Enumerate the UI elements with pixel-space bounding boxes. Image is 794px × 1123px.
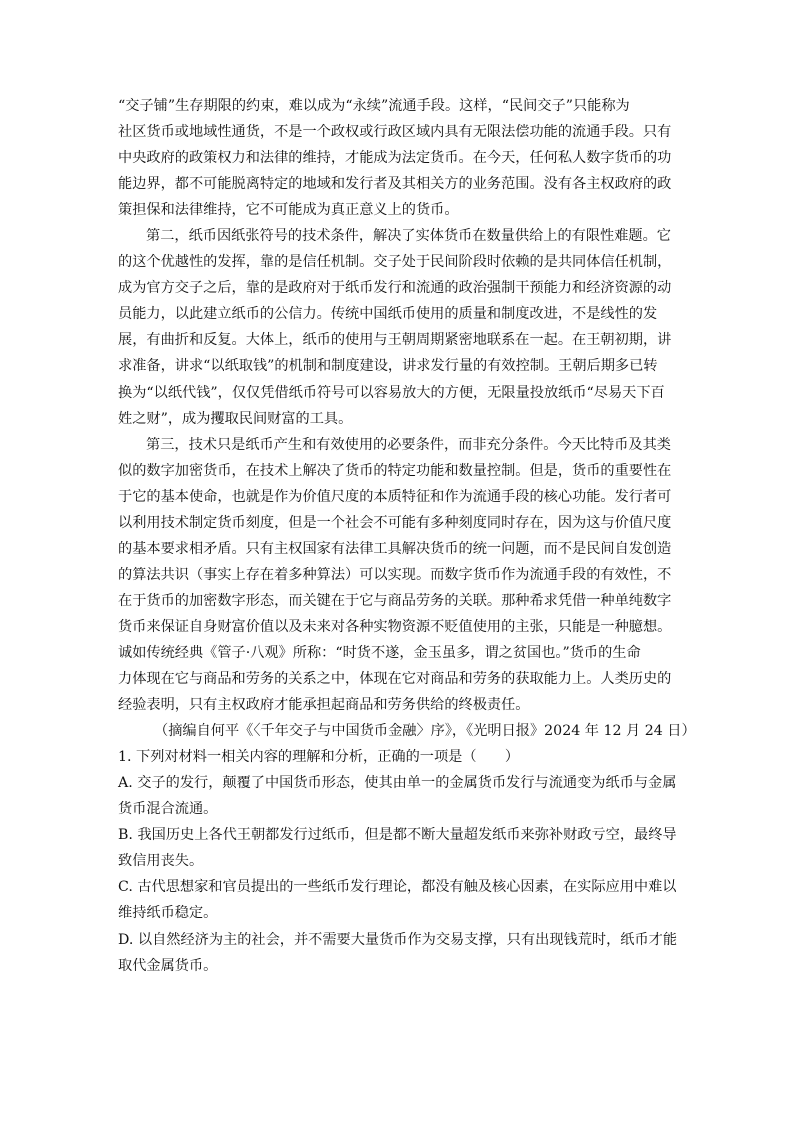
- paragraph-1: [118, 93, 678, 223]
- option-c: [118, 874, 678, 926]
- option-line: A. 交子的发行，颠覆了中国货币形态，使其由单一的金属货币发行与流通变为纸币与金属: [118, 775, 677, 792]
- text-line: 诚如传统经典《管子·八观》所称：“时货不遂，金玉虽多，谓之贫国也。”货币的生命: [118, 644, 641, 661]
- option-line: 货币混合流通。: [118, 801, 218, 818]
- text-line: 的算法共识（事实上存在着多种算法）可以实现。而数字货币作为流通手段的有效性，不: [118, 566, 672, 583]
- text-line: 于它的基本使命，也就是作为价值尺度的本质特征和作为流通手段的核心功能。发行者可: [118, 488, 672, 505]
- text-line: 求准备，讲求“以纸取钱”的机制和制度建设，讲求发行量的有效控制。王朝后期多已转: [118, 358, 658, 375]
- text-line: 似的数字加密货币，在技术上解决了货币的特定功能和数量控制。但是，货币的重要性在: [118, 462, 672, 479]
- source-citation: （摘编自何平《〈千年交子与中国货币金融〉序》，《光明日报》2024 年 12 月 24 日）: [154, 723, 696, 740]
- text-line: 中央政府的政策权力和法律的维持，才能成为法定货币。在今天，任何私人数字货币的功: [118, 150, 672, 167]
- text-line: 货币来保证自身财富价值以及未来对各种实物资源不贬值使用的主张，只能是一种臆想。: [118, 618, 672, 635]
- text-line: 姓之财”，成为攫取民间财富的工具。: [118, 410, 353, 427]
- text-line: 的基本要求相矛盾。只有主权国家有法律工具解决货币的统一问题，而不是民间自发创造: [118, 540, 672, 557]
- text-line: 在于货币的加密数字形态，而关键在于它与商品劳务的关联。那种希求凭借一种单纯数字: [118, 592, 672, 609]
- question-block: [118, 744, 678, 978]
- text-line: 经验表明，只有主权政府才能承担起商品和劳务供给的终极责任。: [118, 697, 530, 714]
- text-line: 展，有曲折和反复。大体上，纸币的使用与王朝周期紧密地联系在一起。在王朝初期，讲: [118, 332, 672, 349]
- option-line: 致信用丧失。: [118, 853, 204, 870]
- text-line: 成为官方交子之后，靠的是政府对于纸币发行和流通的政治强制干预能力和经济资源的动: [118, 280, 672, 297]
- option-a: [118, 770, 678, 822]
- question-stem: 1. 下列对材料一相关内容的理解和分析，正确的一项是（ ）: [118, 749, 520, 766]
- option-line: C. 古代思想家和官员提出的一些纸币发行理论，都没有触及核心因素，在实际应用中难以: [118, 879, 677, 896]
- text-line: 社区货币或地域性通货，不是一个政权或行政区域内具有无限法偿功能的流通手段。只有: [118, 124, 672, 141]
- paragraph-3: [118, 432, 678, 719]
- paragraph-2: [118, 223, 678, 431]
- option-d: [118, 927, 678, 979]
- option-b: [118, 822, 678, 874]
- text-line: 力体现在它与商品和劳务的关系之中，体现在它对商品和劳务的获取能力上。人类历史的: [118, 671, 672, 688]
- text-line: 员能力，以此建立纸币的公信力。传统中国纸币使用的质量和制度改进，不是线性的发: [118, 306, 658, 323]
- option-line: B. 我国历史上各代王朝都发行过纸币，但是都不断大量超发纸币来弥补财政亏空，最终导: [118, 827, 677, 844]
- text-line: 能边界，都不可能脱离特定的地域和发行者及其相关方的业务范围。没有各主权政府的政: [118, 176, 672, 193]
- text-line: 以利用技术制定货币刻度，但是一个社会不可能有多种刻度同时存在，因为这与价值尺度: [118, 514, 672, 531]
- text-line: 第三，技术只是纸币产生和有效使用的必要条件，而非充分条件。今天比特币及其类: [146, 436, 671, 453]
- option-line: D. 以自然经济为主的社会，并不需要大量货币作为交易支撑，只有出现钱荒时，纸币才能: [118, 931, 678, 948]
- text-line: 的这个优越性的发挥，靠的是信任机制。交子处于民间阶段时依赖的是共同体信任机制，: [118, 254, 672, 271]
- text-line: 换为“以纸代钱”，仅仅凭借纸币符号可以容易放大的方便，无限量投放纸币“尽易天下百: [118, 384, 665, 401]
- text-line: 第二，纸币因纸张符号的技术条件，解决了实体货币在数量供给上的有限性难题。它: [146, 228, 671, 245]
- option-line: 取代金属货币。: [118, 957, 218, 974]
- document-page: [118, 93, 696, 979]
- option-line: 维持纸币稳定。: [118, 905, 218, 922]
- text-line: 策担保和法律维持，它不可能成为真正意义上的货币。: [118, 202, 459, 219]
- text-line: “交子铺”生存期限的约束，难以成为“永续”流通手段。这样，“民间交子”只能称为: [118, 98, 630, 114]
